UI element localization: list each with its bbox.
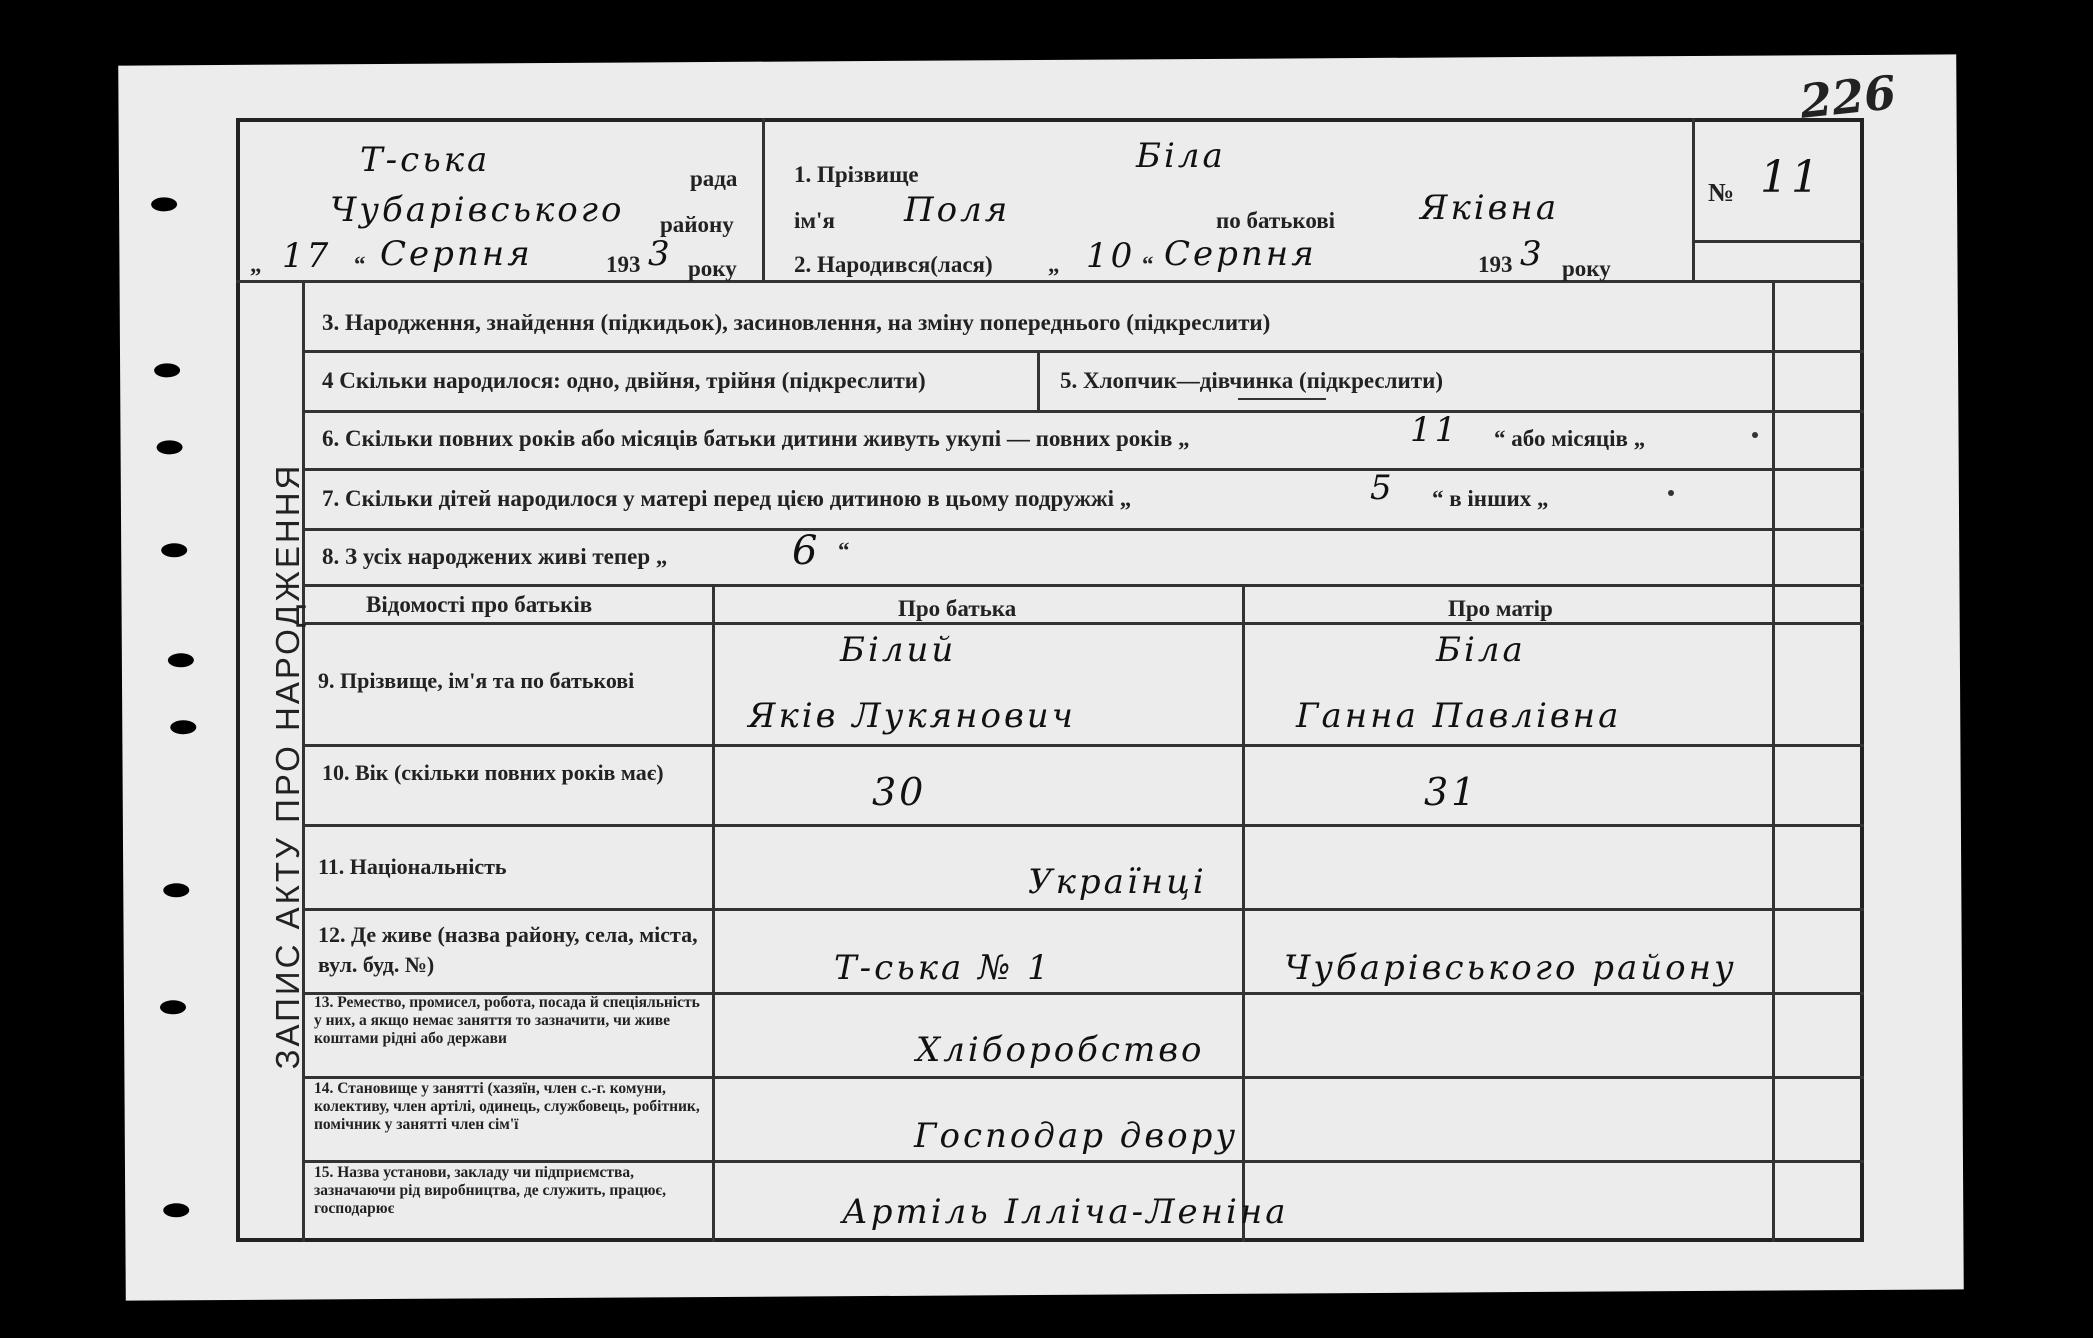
birth-date-label: 2. Народився(лася) (794, 252, 993, 277)
father-age: 30 (872, 770, 927, 814)
birth-day-handwriting: 10 (1086, 236, 1136, 276)
right-margin-divider (1772, 280, 1775, 1242)
binder-hole (170, 720, 196, 734)
binder-hole (163, 1203, 189, 1217)
table-row-divider (302, 824, 1864, 827)
row-12-label: 12. Де живе (назва району, села, міста, вул. буд. №) (318, 922, 698, 977)
district-label: району (660, 212, 734, 237)
table-col-divider (712, 584, 715, 1242)
binder-hole (160, 1000, 186, 1014)
birth-date-open-quote: „ (1048, 252, 1060, 277)
binder-hole (154, 363, 180, 377)
binder-hole (163, 883, 189, 897)
field-8-living: 8. З усіх народжених живі тепер „ (322, 544, 668, 569)
record-number-handwriting: 11 (1760, 152, 1822, 203)
father-surname: Білий (840, 630, 957, 670)
field-5-sex: 5. Хлопчик—дівчинка (підкреслити) (1060, 368, 1443, 393)
reg-year-label: року (688, 256, 737, 281)
row-14-label: 14. Становище у занятті (хазяїн, член с.-г. комуни, колективу, член артілі, одинець, службовець, робітник, помічник у занятті член сім'ї (314, 1080, 700, 1133)
reg-date-close-quote: “ (354, 252, 366, 277)
birth-year-label: року (1562, 256, 1611, 281)
field-6-years-handwriting: 11 (1410, 410, 1460, 450)
district-handwriting: Чубарівського (330, 190, 625, 230)
occupation: Хліборобство (916, 1030, 1205, 1070)
field-7-prior-children: 7. Скільки дітей народилося у матері перед цією дитиною в цьому подружжі „ (322, 486, 1132, 511)
mother-name: Ганна Павлівна (1296, 696, 1622, 736)
nationality: Українці (1028, 862, 1207, 902)
surname-label: 1. Прізвище (794, 162, 919, 187)
birth-year-printed: 193 (1478, 252, 1513, 277)
council-handwriting: Т-ська (360, 140, 491, 180)
binder-hole (157, 440, 183, 454)
col-mother-header: Про матір (1448, 596, 1553, 621)
patronymic-label: по батькові (1216, 208, 1336, 233)
side-title: ЗАПИС АКТУ ПРО НАРОДЖЕННЯ (269, 462, 306, 1070)
sheet-number: 226 (1797, 65, 1899, 129)
header-col-divider (762, 118, 765, 280)
birth-date-close-quote: “ (1142, 252, 1154, 277)
workplace: Артіль Ілліча-Леніна (842, 1192, 1289, 1232)
status: Господар двору (914, 1116, 1239, 1156)
row4-divider (1037, 350, 1040, 410)
father-name: Яків Лукянович (748, 696, 1076, 736)
header-divider (236, 280, 1864, 283)
field-8-handwriting: 6 (792, 528, 821, 574)
number-box-divider (1692, 118, 1695, 280)
reg-day-handwriting: 17 (282, 236, 332, 276)
girl-underline (1238, 398, 1326, 400)
row-divider (302, 410, 1864, 413)
row-11-label: 11. Національність (318, 854, 507, 879)
table-row-divider (302, 744, 1864, 747)
table-row-divider (302, 908, 1864, 911)
mother-surname: Біла (1436, 630, 1526, 670)
col-info-header: Відомості про батьків (366, 592, 593, 617)
father-residence: Т-ська № 1 (834, 948, 1052, 988)
record-number-label: № (1708, 178, 1735, 207)
birth-year-handwriting: 3 (1520, 234, 1545, 274)
reg-month-handwriting: Серпня (380, 234, 533, 274)
row-divider (302, 468, 1864, 471)
field-7-other: “ в інших „ (1432, 486, 1549, 511)
council-label: рада (690, 166, 738, 191)
table-row-divider (302, 1160, 1864, 1163)
field-4-birth-count: 4 Скільки народилося: одно, двійня, трійня (підкреслити) (322, 368, 926, 393)
reg-date-open-quote: „ (250, 252, 262, 277)
surname-handwriting: Біла (1136, 136, 1226, 176)
row-15-label: 15. Назва установи, закладу чи підприємства, зазначаючи рід виробництва, де служить, працює, господарює (314, 1164, 666, 1217)
mother-age: 31 (1424, 770, 1479, 814)
binder-hole (168, 653, 194, 667)
name-handwriting: Поля (904, 190, 1011, 230)
binder-hole (151, 197, 177, 211)
mark-dot (1668, 490, 1674, 496)
row-divider (302, 584, 1864, 587)
reg-year-handwriting: 3 (648, 234, 673, 274)
row-9-label: 9. Прізвище, ім'я та по батькові (318, 668, 635, 693)
col-father-header: Про батька (898, 596, 1017, 621)
field-3-birth-type: 3. Народження, знайдення (підкидьок), засиновлення, на зміну попереднього (підкреслити) (322, 310, 1271, 335)
field-8-close-quote: “ (838, 538, 850, 563)
reg-year-printed: 193 (606, 252, 641, 277)
row-divider (302, 528, 1864, 531)
field-6-years-together: 6. Скільки повних років або місяців батьки дитини живуть укупі — повних років „ (322, 426, 1190, 451)
row-divider (302, 350, 1864, 353)
row-13-label: 13. Ремество, промисел, робота, посада й спеціяльність у них, а якщо немає заняття то зазначити, чи живе коштами рідні або держави (314, 994, 700, 1047)
table-header-divider (302, 622, 1864, 625)
row-10-label: 10. Вік (скільки повних років має) (322, 760, 664, 785)
birth-month-handwriting: Серпня (1164, 234, 1317, 274)
name-label: ім'я (794, 208, 835, 233)
number-box-bottom (1692, 240, 1864, 243)
table-row-divider (302, 1076, 1864, 1079)
mother-residence: Чубарівського району (1284, 948, 1737, 988)
patronymic-handwriting: Яківна (1420, 188, 1560, 228)
table-col-divider (1242, 584, 1245, 1242)
field-6-months: “ або місяців „ (1494, 426, 1646, 451)
field-7-handwriting: 5 (1370, 468, 1395, 508)
mark-dot (1752, 432, 1758, 438)
binder-hole (161, 543, 187, 557)
